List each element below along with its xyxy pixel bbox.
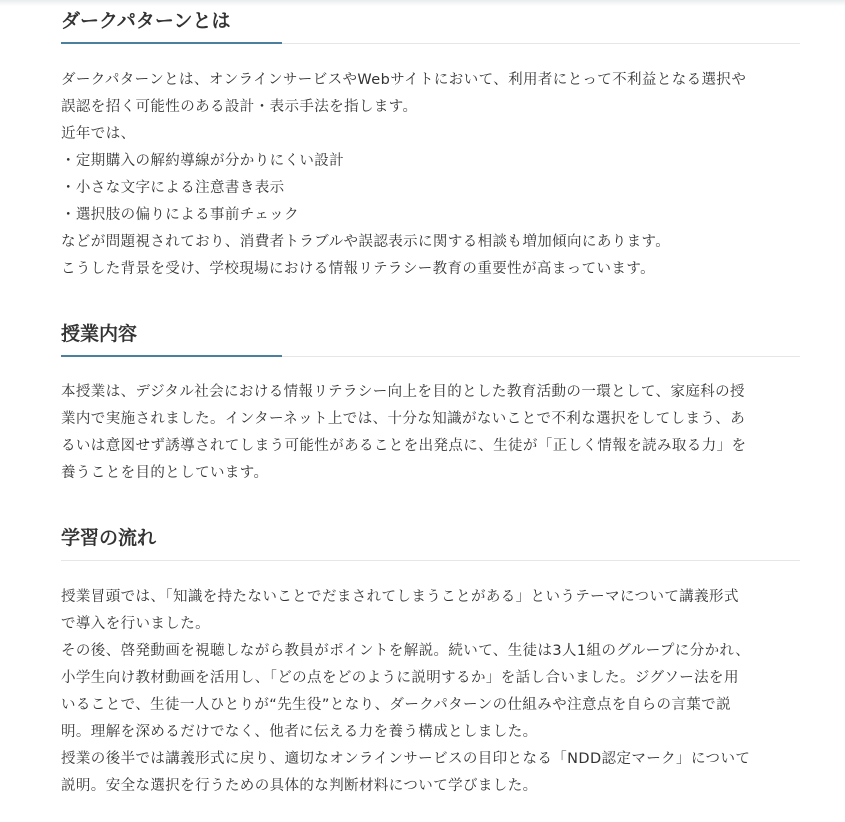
text-line: 本授業は、デジタル社会における情報リテラシー向上を目的とした教育活動の一環として、家庭科の授 (61, 384, 745, 400)
text-line: こうした背景を受け、学校現場における情報リテラシー教育の重要性が高まっています。 (61, 261, 655, 277)
text-line: 養うことを目的としています。 (61, 465, 269, 481)
text-line: いることで、生徒一人ひとりが“先生役”となり、ダークパターンの仕組みや注意点を自らの言葉で説 (61, 697, 731, 713)
bullet-item: ・選択肢の偏りによる事前チェック (61, 207, 299, 223)
text-line: るいは意図せず誘導されてしまう可能性があることを出発点に、生徒が「正しく情報を読み取る力」を (61, 438, 747, 454)
text-line: その後、啓発動画を視聴しながら教員がポイントを解説。続いて、生徒は3人1組のグループに分かれ、 (61, 643, 751, 659)
heading-learning-flow: 学習の流れ (61, 525, 800, 561)
paragraph-lesson-content (61, 379, 746, 487)
paragraph-dark-patterns (61, 67, 746, 283)
text-line: 授業の後半では講義形式に戻り、適切なオンラインサービスの目印となる「NDD認定マーク」について (61, 751, 751, 767)
paragraph-learning-flow (61, 584, 750, 800)
text-line: ダークパターンとは、オンラインサービスやWebサイトにおいて、利用者にとって不利益となる選択や (61, 72, 747, 88)
heading-lesson-content: 授業内容 (61, 321, 800, 357)
bullet-item: ・小さな文字による注意書き表示 (61, 180, 285, 196)
text-line: などが問題視されており、消費者トラブルや誤認表示に関する相談も増加傾向にあります。 (61, 234, 671, 250)
heading-dark-patterns: ダークパターンとは (61, 8, 800, 44)
text-line: 小学生向け教材動画を活用し、「どの点をどのように説明するか」を話し合いました。ジグソー法を用 (61, 670, 739, 686)
top-fade (0, 0, 845, 6)
text-line: 誤認を招く可能性のある設計・表示手法を指します。 (61, 99, 418, 115)
text-line: 授業冒頭では、「知識を持たないことでだまされてしまうことがある」というテーマについて講義形式 (61, 589, 739, 605)
text-line: 説明。安全な選択を行うための具体的な判断材料について学びました。 (61, 778, 538, 794)
text-line: 明。理解を深めるだけでなく、他者に伝える力を養う構成としました。 (61, 724, 538, 740)
text-line: 業内で実施されました。インターネット上では、十分な知識がないことで不利な選択をしてしまう、あ (61, 411, 746, 427)
text-line: で導入を行いました。 (61, 616, 210, 632)
bullet-item: ・定期購入の解約導線が分かりにくい設計 (61, 153, 345, 169)
text-line: 近年では、 (61, 126, 136, 142)
